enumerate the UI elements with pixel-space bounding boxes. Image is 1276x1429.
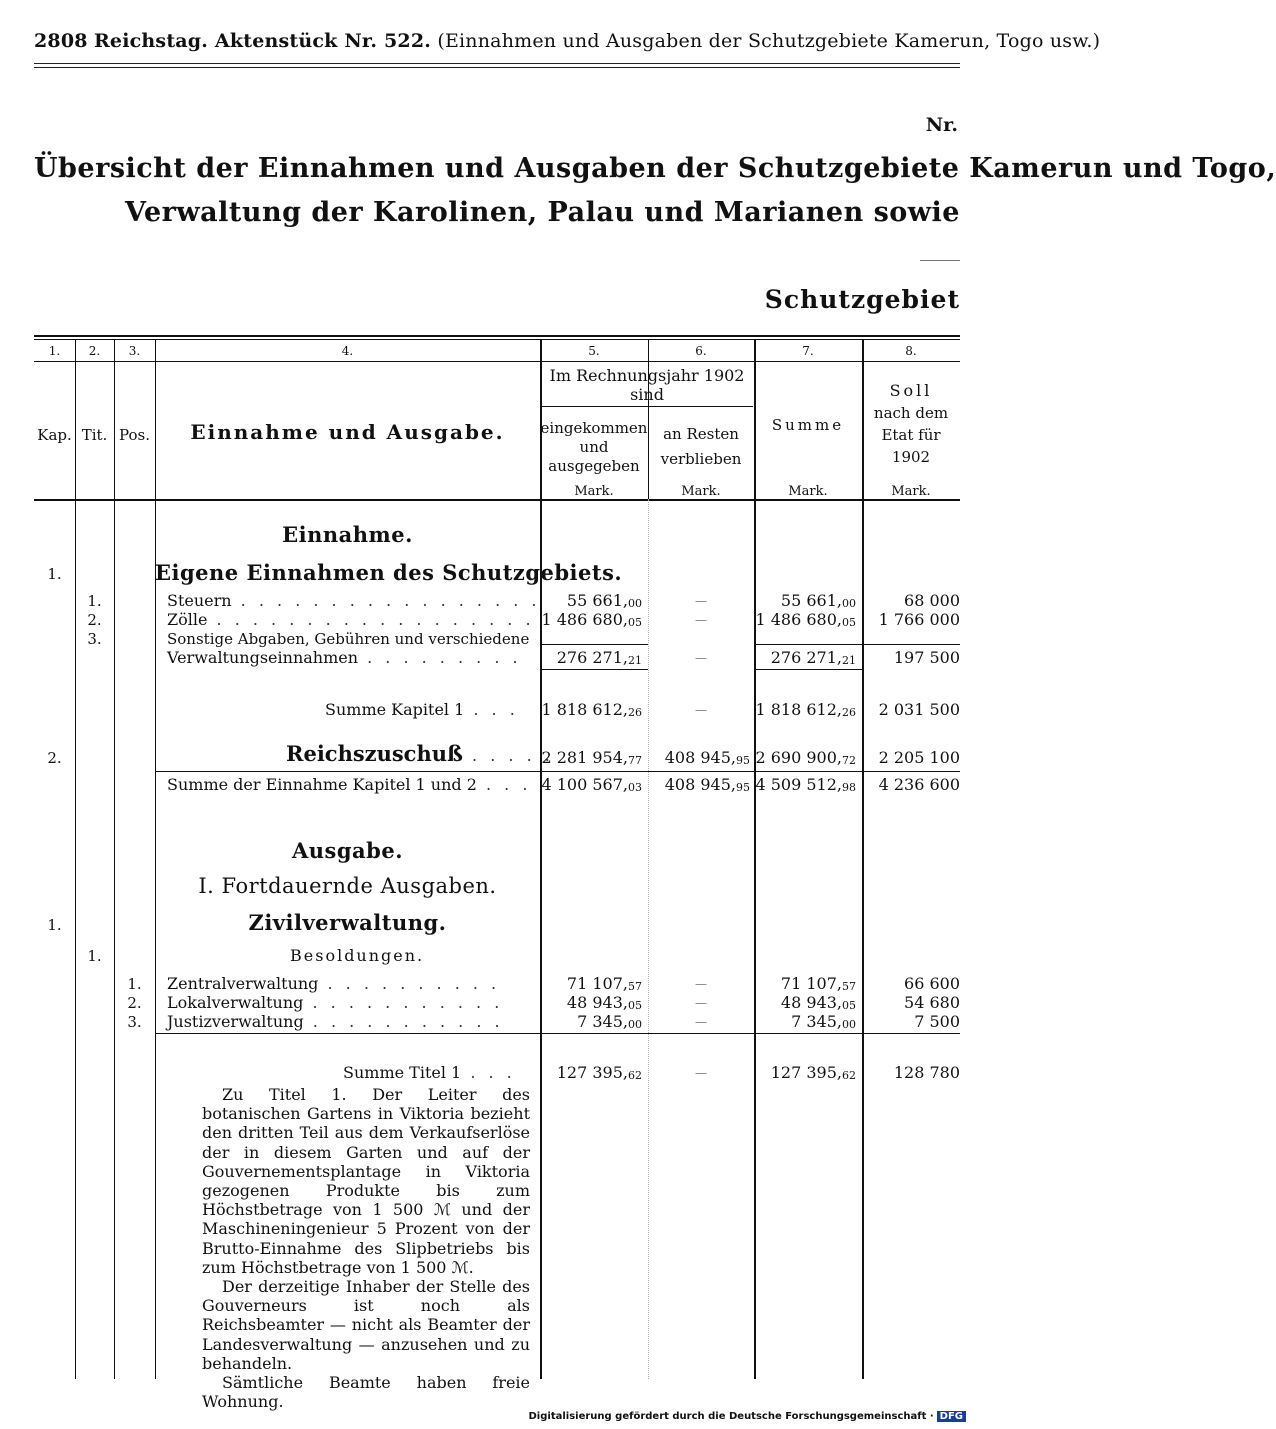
colnum-5: 5.: [588, 344, 600, 358]
row-zentral-c5: 71 107,57: [566, 974, 642, 993]
sum-einnahme-c8: 4 236 600: [878, 775, 960, 794]
note-paragraph-2: Der derzeitige Inhaber der Stelle des Gouverneurs ist noch als Reichsbeamter — nicht als Beamter der Landesverwaltung — anzusehen und zu behandeln.: [202, 1277, 530, 1373]
header-c5-line-2: und: [579, 438, 609, 456]
colnum-rule: [34, 361, 960, 362]
row-zoelle-tit: 2.: [87, 611, 102, 629]
colnum-7: 7.: [802, 344, 814, 358]
rule-before-total: [155, 771, 960, 772]
header-c8-line-1: Soll: [889, 381, 933, 400]
row-zentral-c8: 66 600: [904, 974, 960, 993]
kap-2-c5: 2 281 954,77: [541, 748, 642, 767]
kap-1-index: 1.: [47, 565, 62, 583]
page-number: 2808: [34, 30, 88, 52]
row-steuern-c7: 55 661,00: [780, 591, 856, 610]
header-c5-line-3: ausgegeben: [548, 457, 640, 475]
row-zoelle-label: Zölle . . . . . . . . . . . . . . . . . .: [167, 610, 535, 629]
row-steuern-label: Steuern . . . . . . . . . . . . . . . . .: [167, 591, 541, 610]
title-rule: [920, 260, 960, 261]
rule-sonstige-c5: [541, 644, 648, 645]
sum-titel-label: Summe Titel 1 . . .: [343, 1063, 516, 1082]
header-c8-line-4: 1902: [891, 448, 931, 466]
header-main: Einnahme und Ausgabe.: [190, 420, 505, 444]
title-line-2: Verwaltung der Karolinen, Palau und Marianen sowie: [125, 197, 960, 228]
ausgabe-kap-index: 1.: [47, 916, 62, 934]
colnum-8: 8.: [905, 344, 917, 358]
running-header: [34, 30, 1100, 52]
header-rule-2: [34, 67, 960, 68]
row-zentral-c6: —: [695, 977, 707, 991]
header-c5-line-1: eingekommen: [540, 419, 648, 437]
ausgabe-tit-index: 1.: [87, 947, 102, 965]
ausgabe-tit-title: Besoldungen.: [290, 946, 425, 965]
title-line-1: Übersicht der Einnahmen und Ausgaben der Schutzgebiete Kamerun und Togo,: [34, 153, 1276, 184]
rule-before-sum-titel: [155, 1033, 960, 1034]
ausgabe-subheading: I. Fortdauernde Ausgaben.: [198, 874, 497, 898]
row-lokal-c5: 48 943,05: [566, 993, 642, 1012]
unit-c5: Mark.: [574, 484, 614, 499]
col-divider-5: [648, 499, 649, 1379]
sum-titel-c8: 128 780: [893, 1063, 960, 1082]
row-justiz-pos: 3.: [127, 1013, 142, 1031]
row-lokal-pos: 2.: [127, 994, 142, 1012]
header-group-line-1: Im Rechnungsjahr 1902: [549, 366, 745, 385]
colnum-2: 2.: [88, 344, 101, 358]
header-group-line-2: sind: [630, 385, 664, 404]
sum-kap1-c5: 1 818 612,26: [541, 700, 642, 719]
table-top-rule-2: [34, 339, 960, 340]
row-lokal-c6: —: [695, 996, 707, 1010]
header-bottom-rule: [34, 499, 960, 501]
row-justiz-c5: 7 345,00: [577, 1012, 642, 1031]
row-sonstige-c5: 276 271,21: [556, 648, 642, 667]
row-sonstige-c8: 197 500: [893, 648, 960, 667]
col-divider-5-head: [648, 339, 649, 499]
header-c8-line-3: Etat für: [881, 426, 941, 444]
ausgabe-heading: Ausgabe.: [291, 838, 404, 863]
row-zentral-pos: 1.: [127, 975, 142, 993]
kap-2-c7: 2 690 900,72: [755, 748, 856, 767]
colnum-3: 3.: [128, 344, 141, 358]
header-c8-line-2: nach dem: [873, 404, 949, 422]
sum-kap1-c7: 1 818 612,26: [755, 700, 856, 719]
rule-sonstige-c5-bottom: [541, 669, 648, 670]
row-sonstige-label-2: Verwaltungseinnahmen . . . . . . . . .: [167, 648, 522, 667]
sum-einnahme-label: Summe der Einnahme Kapitel 1 und 2 . . .: [167, 775, 532, 794]
note-paragraph-1: Zu Titel 1. Der Leiter des botanischen Gartens in Viktoria bezieht den dritten Teil aus dem Verkaufserlöse der in diesem Garten und auf der Gouvernementsplantage in Viktoria gezogenen Produkte bis zum Höchstbetrage von 1 500 ℳ und der Maschineningenieur 5 Prozent von der Brutto-Einnahme des Slipbetriebs bis zum Höchstbetrage von 1 500 ℳ.: [202, 1085, 530, 1277]
digitization-footer: [529, 1411, 967, 1422]
row-zoelle-c6: —: [695, 613, 707, 627]
ausgabe-kap-title: Zivilverwaltung.: [248, 910, 447, 935]
dfg-logo: DFG: [937, 1411, 966, 1422]
rule-sonstige-c8: [863, 644, 960, 645]
header-pos: Pos.: [119, 426, 150, 444]
colnum-4: 4.: [341, 344, 354, 358]
sum-titel-c5: 127 395,62: [556, 1063, 642, 1082]
row-lokal-label: Lokalverwaltung . . . . . . . . . . .: [167, 993, 504, 1012]
row-zentral-c7: 71 107,57: [780, 974, 856, 993]
sum-titel-c7: 127 395,62: [770, 1063, 856, 1082]
row-justiz-c7: 7 345,00: [791, 1012, 856, 1031]
row-lokal-c8: 54 680: [904, 993, 960, 1012]
row-steuern-tit: 1.: [87, 592, 102, 610]
table-top-rule: [34, 335, 960, 337]
unit-c6: Mark.: [681, 484, 721, 499]
note-paragraph-3: Sämtliche Beamte haben freie Wohnung.: [202, 1373, 530, 1412]
header-kap: Kap.: [37, 426, 72, 444]
kap-2-c8: 2 205 100: [878, 748, 960, 767]
row-justiz-c8: 7 500: [914, 1012, 960, 1031]
row-lokal-c7: 48 943,05: [780, 993, 856, 1012]
kap-1-title: Eigene Einnahmen des Schutzgebiets.: [155, 560, 623, 585]
row-sonstige-label: Sonstige Abgaben, Gebühren und verschiedene: [167, 630, 530, 648]
row-steuern-c5: 55 661,00: [566, 591, 642, 610]
row-sonstige-c7: 276 271,21: [770, 648, 856, 667]
sum-kap1-c6: —: [695, 703, 707, 717]
footer-text: Digitalisierung gefördert durch die Deutsche Forschungsgemeinschaft ·: [528, 1411, 934, 1422]
sum-einnahme-c6: 408 945,95: [664, 775, 750, 794]
header-rule: [34, 63, 960, 64]
header-c6-line-2: verblieben: [660, 450, 742, 468]
einnahme-heading: Einnahme.: [282, 522, 413, 547]
sum-titel-c6: —: [695, 1066, 707, 1080]
col-divider-1: [75, 339, 76, 1379]
sum-einnahme-c7: 4 509 512,98: [755, 775, 856, 794]
col-divider-2: [114, 339, 115, 1379]
row-zoelle-c8: 1 766 000: [878, 610, 960, 629]
row-sonstige-tit: 3.: [87, 630, 102, 648]
nr-label: Nr.: [925, 114, 958, 136]
row-zentral-label: Zentralverwaltung . . . . . . . . . .: [167, 974, 501, 993]
kap-2-index: 2.: [47, 749, 62, 767]
row-justiz-label: Justizverwaltung . . . . . . . . . . .: [167, 1012, 504, 1031]
header-c6-line-1: an Resten: [663, 425, 739, 443]
row-steuern-c6: —: [695, 594, 707, 608]
header-tit: Tit.: [81, 426, 108, 444]
row-steuern-c8: 68 000: [904, 591, 960, 610]
sum-kap1-c8: 2 031 500: [878, 700, 960, 719]
row-zoelle-c7: 1 486 680,05: [755, 610, 856, 629]
header-subject: (Einnahmen und Ausgaben der Schutzgebiete Kamerun, Togo usw.): [437, 30, 1101, 52]
rule-sonstige-c7-bottom: [755, 669, 862, 670]
sum-kap1-label: Summe Kapitel 1 . . .: [325, 700, 519, 719]
source-reference: Reichstag. Aktenstück Nr. 522.: [93, 30, 432, 52]
sum-einnahme-c5: 4 100 567,03: [541, 775, 642, 794]
section-title: Schutzgebiet: [764, 285, 960, 314]
header-c7: Summe: [771, 416, 845, 434]
colnum-6: 6.: [695, 344, 707, 358]
group-header-rule: [541, 406, 753, 407]
row-zoelle-c5: 1 486 680,05: [541, 610, 642, 629]
kap-2-c6: 408 945,95: [664, 748, 750, 767]
kap-2-label: Reichszuschuß . . . . .: [286, 741, 554, 766]
colnum-1: 1.: [48, 344, 61, 358]
unit-c8: Mark.: [891, 484, 931, 499]
row-justiz-c6: —: [695, 1015, 707, 1029]
row-sonstige-c6: —: [695, 651, 707, 665]
unit-c7: Mark.: [788, 484, 828, 499]
rule-sonstige-c7: [755, 644, 862, 645]
note-block: [202, 1085, 530, 1411]
